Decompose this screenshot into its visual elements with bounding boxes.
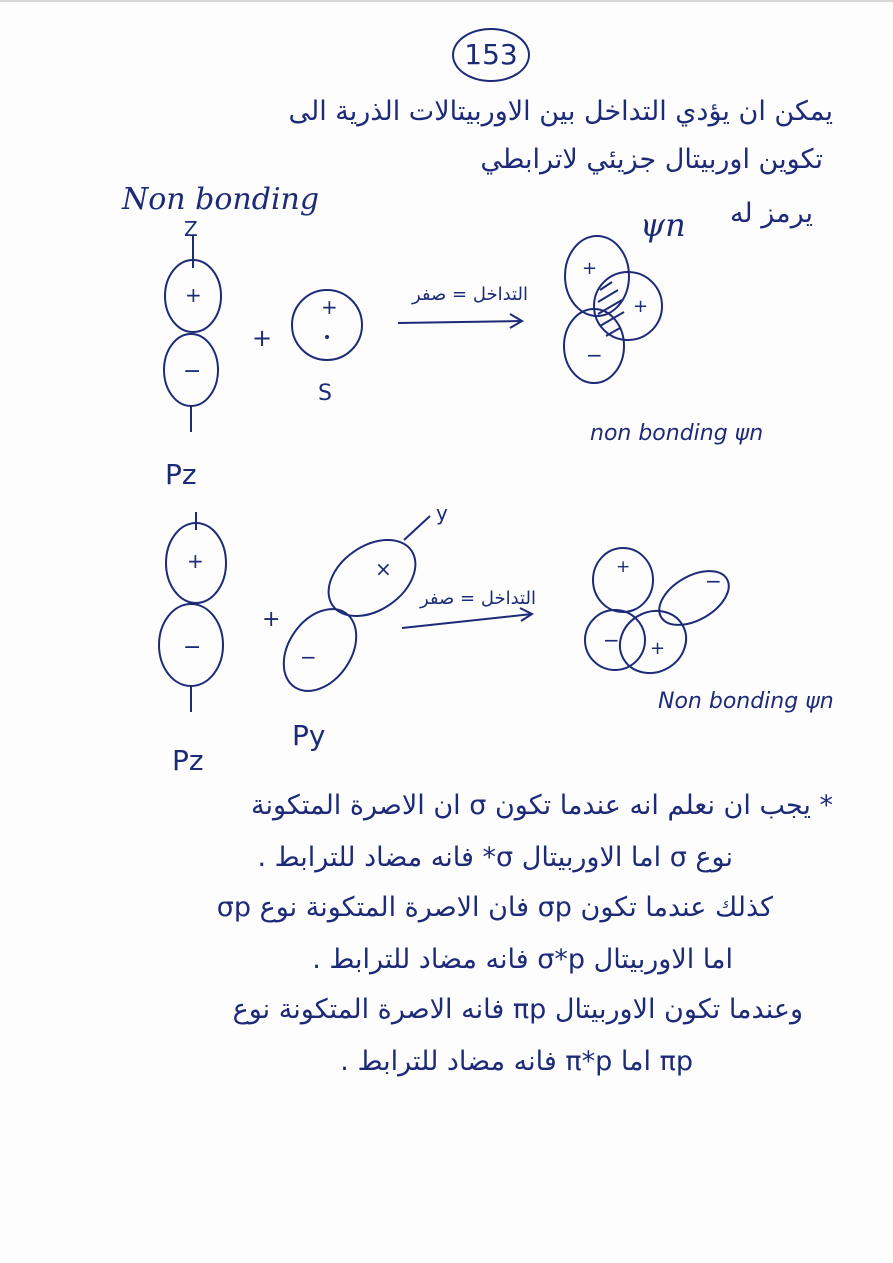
py-minus-sign: − (300, 645, 317, 669)
intro-line-3: يرمز له (729, 198, 813, 229)
result-2-minus-right: − (705, 569, 722, 593)
y-axis-line (404, 516, 430, 540)
pz2-orbital-label: Pz (172, 744, 204, 777)
result-2-plus-bottom: + (650, 638, 666, 659)
s-orbital-label: S (318, 381, 332, 406)
arrow-1-label: التداخل = صفر (412, 284, 528, 305)
pz2-minus-sign: − (183, 635, 202, 660)
combine-plus-2: + (262, 607, 281, 632)
intro-symbol: ψn (640, 206, 686, 244)
intro-line-1: يمكن ان يؤدي التداخل بين الاوربيتالات الذرية الى (288, 96, 833, 127)
arrow-1-shaft (398, 321, 522, 323)
combine-plus: + (252, 324, 273, 352)
intro-line-2-latin: Non bonding (122, 182, 320, 217)
result-1-label: non bonding ψn (590, 421, 764, 446)
page-number: 153 (464, 38, 518, 71)
pz-orbital-label: Pz (165, 458, 197, 491)
result-2-label: Non bonding ψn (658, 689, 834, 714)
y-axis-label: y (436, 501, 448, 525)
py-positive-lobe (314, 524, 429, 631)
pz-plus-sign: + (185, 283, 202, 307)
note-line-2: نوع σ اما الاوربيتال σ* فانه مضاد للترابط . (257, 842, 733, 873)
result-2-minus-left: − (603, 628, 620, 652)
note-line-3: كذلك عندما تكون σp فان الاصرة المتكونة نوع σp (216, 892, 773, 923)
s-nucleus-dot (325, 335, 329, 339)
intro-line-2: تكوين اوربيتال جزيئي لاترابطي (480, 144, 823, 175)
s-plus-sign: + (321, 295, 338, 319)
result-2-py-negative-lobe (650, 560, 738, 636)
result-1-plus-top: + (582, 258, 598, 279)
result-1-plus-s: + (633, 296, 649, 317)
note-line-4: اما الاوربيتال σ*p فانه مضاد للترابط . (312, 944, 733, 975)
pz2-plus-sign: + (187, 549, 204, 573)
arrow-2-label: التداخل = صفر (420, 588, 536, 609)
pz-minus-sign: − (183, 359, 202, 384)
result-2-plus-top: + (616, 557, 631, 577)
py-cross-sign: × (375, 557, 392, 581)
note-line-6: πp اما π*p فانه مضاد للترابط . (340, 1046, 693, 1077)
py-orbital-label: Py (292, 719, 326, 752)
note-line-1: * يجب ان نعلم انه عندما تكون σ ان الاصرة المتكونة (250, 790, 833, 821)
arrow-2-shaft (402, 614, 532, 628)
note-line-5: وعندما تكون الاوربيتال πp فانه الاصرة المتكونة نوع (232, 994, 803, 1025)
result-1-minus: − (586, 343, 603, 367)
z-axis-label: Z (184, 217, 198, 241)
py-negative-lobe (269, 595, 371, 704)
